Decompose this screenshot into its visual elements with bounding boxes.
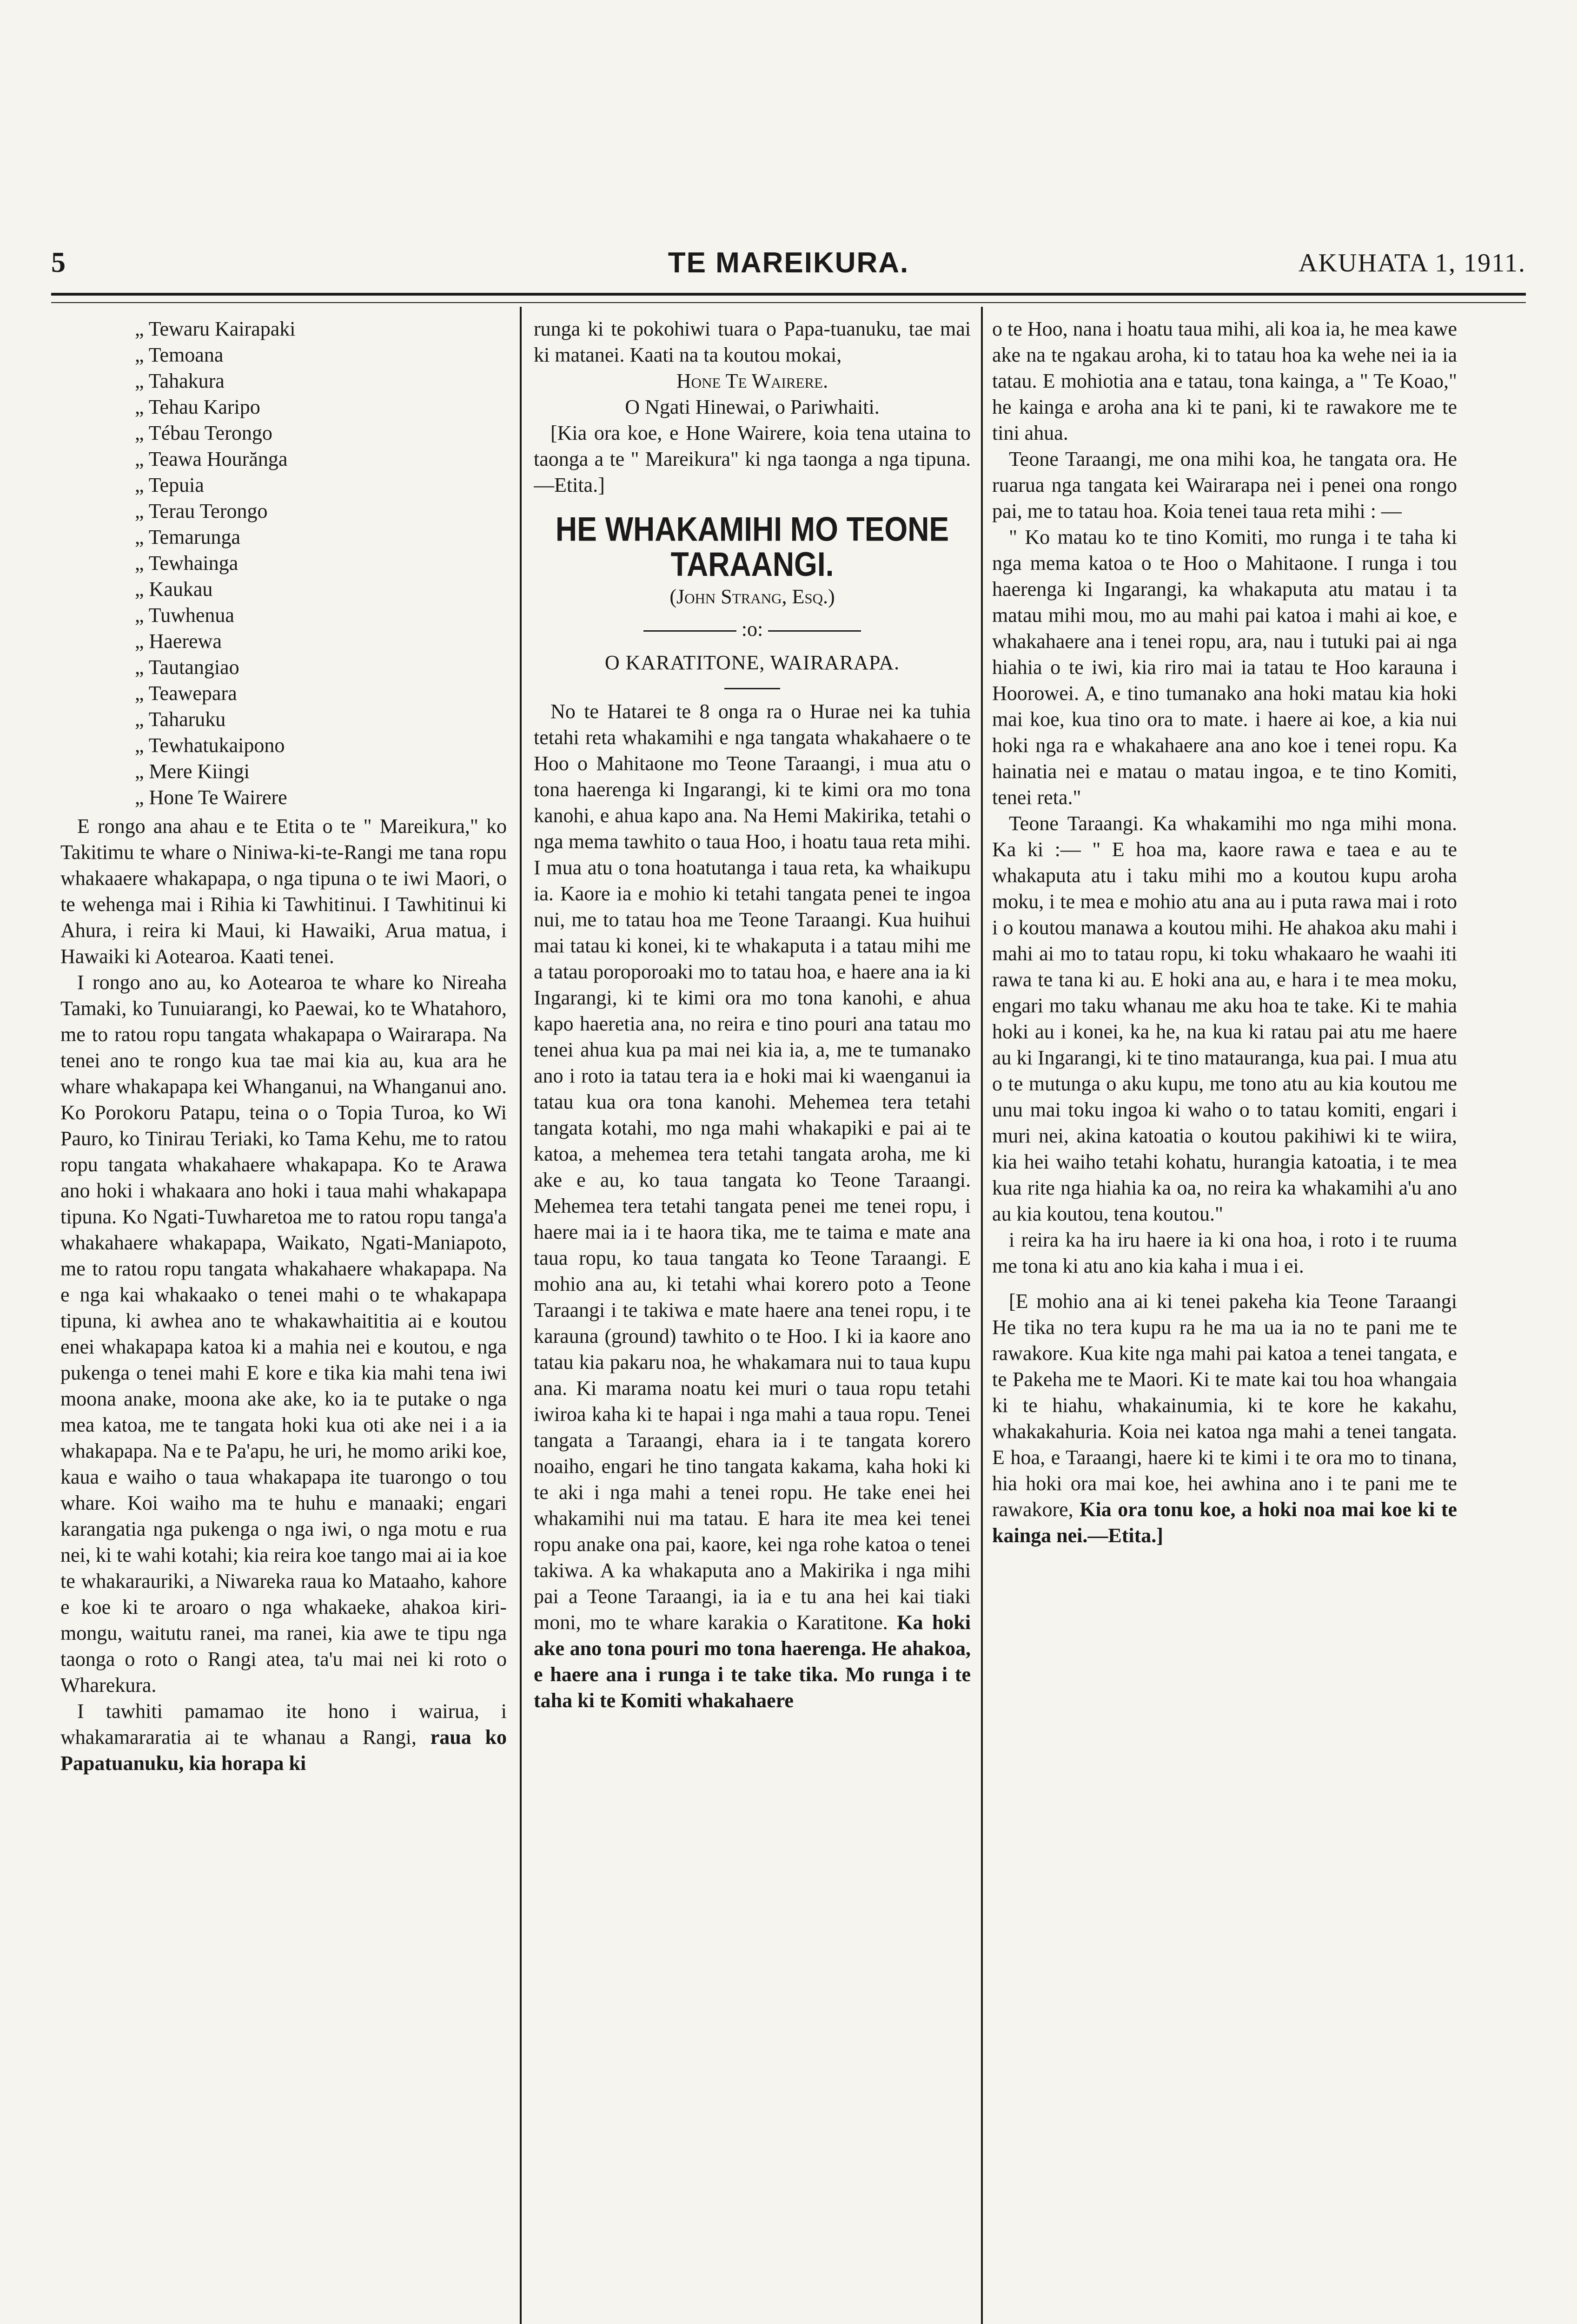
name-list-item: „ Teawepara xyxy=(60,680,507,706)
signature-place: O Ngati Hinewai, o Pariwhaiti. xyxy=(625,396,880,418)
name-list xyxy=(60,316,507,811)
name-list-item: „ Tewhainga xyxy=(60,550,507,576)
name-list-item: „ Tewaru Kairapaki xyxy=(60,316,507,342)
body-paragraph: E rongo ana ahau e te Etita o te " Mareikura," ko Takitimu te whare o Niniwa-ki-te-Rangi me tana ropu whakaaere whakapapa, o nga tipuna o te iwi Maori, o te wehenga mai i Rihia ki Tawhitinui. I Tawhitinui ki Ahura, i reira ki Maui, ki Hawaiki, Arua matua, i Hawaiki ki Aotearoa. Kaati tenei. xyxy=(60,815,507,968)
short-rule xyxy=(724,688,780,689)
name-list-item: „ Tautangiao xyxy=(60,654,507,680)
name-list-item: „ Tuwhenua xyxy=(60,602,507,628)
column-divider xyxy=(520,307,522,2324)
column-middle xyxy=(534,316,971,2324)
column-right xyxy=(992,316,1457,2324)
bold-text: Kia ora tonu koe, a hoki noa mai koe ki te kainga nei.—Etita.] xyxy=(992,1498,1457,1547)
name-list-item: „ Temoana xyxy=(60,342,507,368)
bold-text: Ka hoki ake ano tona pouri mo tona haerenga. He ahakoa, e haere ana i runga i te take tika. Mo runga i te taha ki te Komiti whakahaere xyxy=(534,1611,971,1712)
divider-mark: :o: xyxy=(741,618,763,640)
body-text: I tawhiti pamamao ite hono i wairua, i whakamararatia ai te whanau a Rangi, xyxy=(60,1700,507,1749)
name-list-item: „ Hone Te Wairere xyxy=(60,785,507,811)
signature-name: Hone Te Wairere. xyxy=(676,370,828,392)
body-text: [E mohio ana ai ki tenei pakeha kia Teone Taraangi He tika no tera kupu ra he ma ua ia no te pani me te rawakore. Kua kite nga mahi pai katoa a tenei tangata, e te Pakeha me te Maori. Ki te mate kai tou hoa whangaia ki te hiahu, whakainumia, ki te kore he kakahu, whakakahuria. Koia nei katoa nga mahi a tenei tangata. E hoa, e Taraangi, haere ki te kimi i te ora mo to tinana, hia hoki ora mai koe, hei awhina ano i te pani me te rawakore, xyxy=(992,1290,1457,1521)
body-paragraph: I rongo ano au, ko Aotearoa te whare ko Nireaha Tamaki, ko Tunuiarangi, ko Paewai, ko te Whatahoro, me to ratou ropu tangata whakapapa o Wairarapa. Na tenei ano te rongo kua tae mai kia au, kua ara he whare whakapapa kei Whanganui, na Whanganui ano. Ko Porokoru Patapu, teina o o Topia Turoa, ko Wi Pauro, ko Tinirau Teriaki, ko Tama Kehu, me to ratou ropu tangata whakahaere whakapapa. Ko te Arawa ano hoki i whakaara ano hoki i taua mahi whakapapa tipuna. Ko Ngati-Tuwharetoa me to ratou ropu tanga'a whakahaere whakapapa, Waikato, Ngati-Maniapoto, me to ratou ropu tangata whakahaere whakapapa. Na e nga kai whakaako o tenei mahi o te whakapapa tipuna, ki awhea ano te whakawhaititia ai e koutou enei whakapapa katoa ki a mahia nei e koutou, e nga pukenga o tenei mahi E kore e tika kia mahi tena iwi moona anake, moona ake ake, ko ia te putake o nga mea katoa, me te tangata hoki kua oti ake nei i a ia whakapapa. Na e te Pa'apu, he uri, he momo ariki koe, kaua e waiho o taua whakapapa ite tuarongo o tou whare. Koi waiho ma te huhu e manaaki; engari karangatia nga pukenga o nga iwi, o nga motu e rua nei, ki te wahi kotahi; kia reira koe tango mai ai ia koe te whakarauriki, a Niwareka raua ko Mataaho, kahore e koe ki te aroaro o nga whakaeke, ahakoa kiri-mongu, waitutu ranei, ma ranei, kia awe te tipu nga taonga o roto o Rangi atea, ta'u mai nei ki roto o Wharekura. xyxy=(60,971,507,1697)
body-paragraph xyxy=(60,1698,507,1776)
body-paragraph: runga ki te pokohiwi tuara o Papa-tuanuku, tae mai ki matanei. Kaati na ta koutou mokai, xyxy=(534,317,971,366)
name-list-item: „ Terau Terongo xyxy=(60,498,507,524)
name-list-item: „ Mere Kiingi xyxy=(60,759,507,785)
column-left xyxy=(60,316,507,2324)
newspaper-title: TE MAREIKURA. xyxy=(668,247,909,279)
name-list-item: „ Tahakura xyxy=(60,368,507,394)
editor-note: [Kia ora koe, e Hone Wairere, koia tena utaina to taonga a te " Mareikura" ki nga taonga a nga tipuna.—Etita.] xyxy=(534,422,971,496)
divider-line xyxy=(643,630,736,632)
editor-note xyxy=(992,1288,1457,1549)
body-paragraph xyxy=(534,699,971,1714)
page-number: 5 xyxy=(51,247,66,278)
body-paragraph: o te Hoo, nana i hoatu taua mihi, ali koa ia, he mea kawe ake na te ngakau aroha, ki to tatau hoa ka wehe nei ia ia tatau. E mohiotia ana e tatau, tona kainga, a " Te Koao," he kainga e aroha ana ki te pani, ki te rawakore me te tini ahua. xyxy=(992,317,1457,444)
name-list-item: „ Temarunga xyxy=(60,524,507,550)
name-list-item: „ Teawa Hourănga xyxy=(60,446,507,472)
body-paragraph: Teone Taraangi, me ona mihi koa, he tangata ora. He ruarua nga tangata kei Wairarapa nei i penei ona rongo pai, me to tatau hoa. Koia tenei taua reta mihi : — xyxy=(992,448,1457,522)
bold-text: raua ko Papatuanuku, kia horapa ki xyxy=(60,1726,507,1775)
name-list-item: „ Tébau Terongo xyxy=(60,420,507,446)
article-headline: HE WHAKAMIHI MO TEONE TARAANGI. xyxy=(555,509,949,584)
column-divider xyxy=(981,307,983,2324)
name-list-item: „ Tewhatukaipono xyxy=(60,733,507,759)
body-paragraph: Teone Taraangi. Ka whakamihi mo nga mihi mona. Ka ki :— " E hoa ma, kaore rawa e taea e au te whakaputa atu i taku mihi mo a koutou kupu aroha moku, i te mea e mohio atu ana au i puta rawa mai i roto i o koutou manawa a koutou mihi. He ahakoa aku mahi i mahi ai mo to tatau ropu, ki toku whakaaro he waahi iti rawa te tana ki au. E hoki ana au, e hara i te mea moku, engari mo taku whanau me aku hoa te take. Ki te mahia hoki au i konei, ka he, na kua ki ratau pai atu me haere au ki Ingarangi, ki te tino matauranga, kua pai. I mua atu o te mutunga o aku kupu, me tono atu au kia koutou me unu mai toku ingoa ki waho o to tatau komiti, engari i muri nei, akina katoatia o koutou pakihiwi ki te wiira, kia hei waiho tetahi kohatu, hurangia katoatia, i te mea kua rite nga hiahia ka oa, no reira ka whakamihi a'u ano au kia koutou, tena koutou." xyxy=(992,812,1457,1225)
quoted-letter: " Ko matau ko te tino Komiti, mo runga i te taha ki nga mema katoa o te Hoo o Mahitaone. I runga i tou haerenga ki Ingarangi, ka whakaputa atu matau i ta matau mihi mou, mo au mahi pai katoa i mahi ai koe, e whakahaere ana i tenei ropu, ara, nau i tutuki pai ai nga hiahia o te iwi, kia riro mai ia tatau te Hoo karauna i Hoorowei. A, e tino tumanako ana hoki matau kia hoki mai koe, kua tino ora to mate. i haere ai koe, a kia nui hoki nga ra e whakahaere ana ano koe i tenei ropu. Ka hainatia nei e matau o matau ingoa, e te tino Komiti, tenei reta." xyxy=(992,526,1457,809)
article-byline: (John Strang, Esq.) xyxy=(669,585,835,608)
body-text: No te Hatarei te 8 onga ra o Hurae nei ka tuhia tetahi reta whakamihi e nga tangata whakahaere o te Hoo o Mahitaone mo Teone Taraangi, i mua atu o tona haerenga ki Ingarangi, ki te kimi ora mo tona kanohi, e ahua kapo ana. Na Hemi Makirika, tetahi o nga mema tawhito o taua Hoo, i hoatu taua reta mihi. I mua atu o tona hoatutanga i taua reta, ka whaikupu ia. Kaore ia e mohio ki tetahi tangata penei te ingoa nui, me to tatau hoa me Teone Taraangi. Kua huihui mai tatau ki konei, ki te whakaputa i a tatau mihi me a tatau poroporoaki mo to tatau hoa, e haere ana ia ki Ingarangi, ki te kimi ora mo tona kanohi, e ahua kapo haeretia ana, no reira e tino pouri ana tatau mo tenei ahua kua pa mai nei kia ia, a, me te tumanako ano i roto ia tatau tera ia e hoki mai ki waenganui ia tatau kua ora tona kanohi. Mehemea tera tetahi tangata kotahi, mo nga mahi whakapiki e pai ai te katoa, a mehemea tera tetahi tangata aroha, me ki ake e au, ko taua tangata ko Teone Taraangi. Mehemea tera tetahi tangata penei me tenei ropu, i haere mai ia i te haora tika, me te taima e mate ana taua ropu, ko taua tangata ko Teone Taraangi. E mohio ana au, ki tetahi whai korero poto a Teone Taraangi i te takiwa e mate haere ana tenei ropu, i te karauna (ground) tawhito o te Hoo. I ki ia kaore ano tatau kia pakaru noa, he whakamara nui to taua kupu ana. Ki marama noatu kei muri o taua ropu tetahi iwiroa kaha ki te hapai i nga mahi a taua ropu. Tenei tangata a Taraangi, ehara ia i te tangata korero noaiho, engari he tino tangata kakama, kaha hoki ki te aki i nga mahi a tenei ropu. He take enei hei whakamihi nui ma tatau. E hara ite mea kei tenei ropu anake ona pai, kaore, kei nga rohe katoa o tenei takiwa. A ka whakaputa ano a Makirika i nga mihi pai a Teone Taraangi, ia ia e tu ana hei kai tiaki moni, mo te whare karakia o Karatitone. xyxy=(534,700,971,1634)
divider-line xyxy=(768,630,861,632)
name-list-item: „ Kaukau xyxy=(60,576,507,602)
section-divider xyxy=(534,616,971,642)
body-paragraph: i reira ka ha iru haere ia ki ona hoa, i roto i te ruuma me tona ki atu ano kia kaha i mua i ei. xyxy=(992,1228,1457,1277)
name-list-item: „ Tehau Karipo xyxy=(60,394,507,420)
running-head xyxy=(51,246,1526,288)
article-dateline: O KARATITONE, WAIRARAPA. xyxy=(604,651,900,674)
name-list-item: „ Tepuia xyxy=(60,472,507,498)
name-list-item: „ Haerewa xyxy=(60,628,507,654)
masthead-rule xyxy=(51,293,1526,303)
issue-date: AKUHATA 1, 1911. xyxy=(1299,249,1526,277)
name-list-item: „ Taharuku xyxy=(60,706,507,733)
